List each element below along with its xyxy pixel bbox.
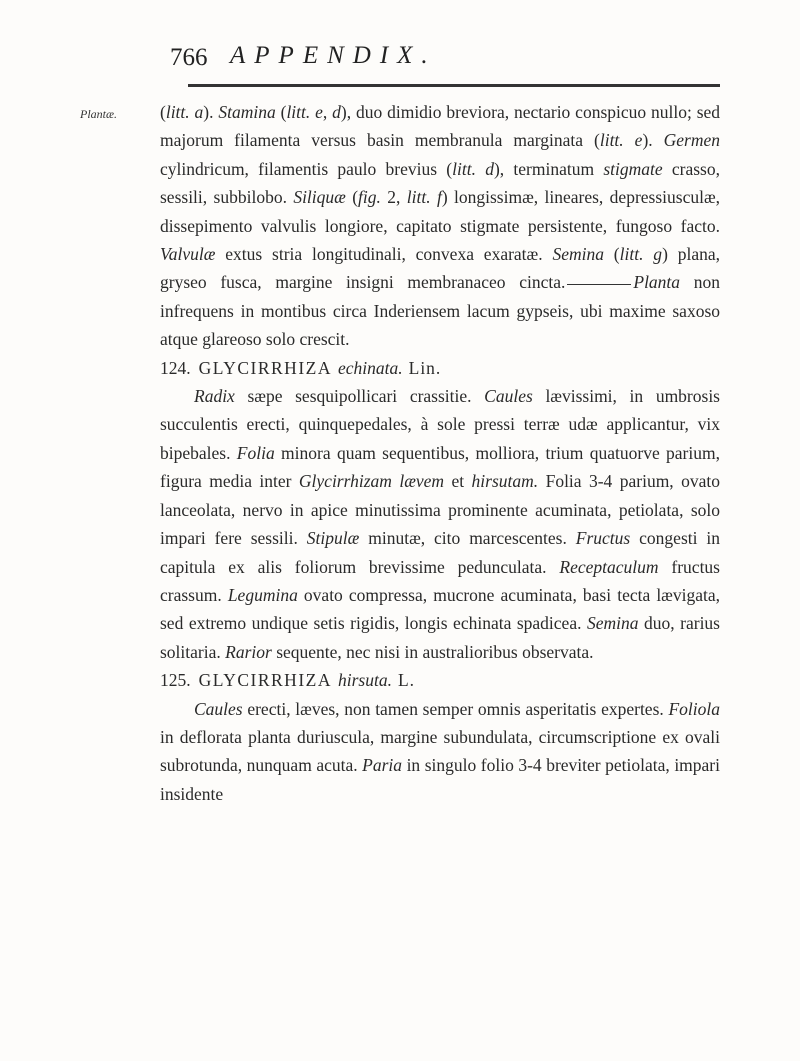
body-text — [160, 98, 720, 808]
text-run: , — [322, 102, 333, 122]
text-run-italic: fig. — [358, 187, 381, 208]
text-run: 2, — [380, 187, 407, 208]
entry-number: 124. — [160, 357, 191, 378]
text-run: cylindricum, filamentis paulo brevius ( — [160, 158, 453, 179]
species-reference: Glycirrhizam lævem — [298, 471, 445, 492]
running-head: APPENDIX. — [230, 42, 437, 69]
text-run: et — [444, 471, 472, 492]
text-run: fructus crassum. — [160, 556, 720, 605]
species-name: echinata. — [337, 357, 403, 378]
term-fructus: Fructus — [575, 528, 631, 549]
page-header — [160, 40, 720, 80]
text-run-italic: litt. e — [599, 130, 643, 151]
text-run: ), terminatum — [493, 158, 604, 179]
species-reference: hirsutam. — [471, 471, 539, 492]
text-run: Folia 3-4 parium, ovato lanceolata, nervo in apice minutissima prominente acuminata, petiolata, solo impari fere sessili. — [160, 471, 720, 549]
term-stigmate: stigmate — [603, 158, 663, 179]
author-abbrev: L. — [397, 670, 416, 691]
text-run: duo, rarius solitaria. — [160, 613, 720, 662]
term-paria: Paria — [362, 755, 403, 776]
text-run-italic: litt. a — [165, 102, 204, 122]
genus-name: GLYCIRRHIZA — [198, 670, 332, 691]
text-run: lævissimi, in umbrosis succulentis erecti, quinquepedales, à sole pressi terræ udæ applicantur, vix bipebales. — [160, 386, 720, 463]
text-run: ( — [345, 187, 359, 208]
term-legumina: Legumina — [227, 584, 298, 605]
paragraph-flower-description — [160, 98, 720, 354]
entry-heading-124 — [160, 354, 720, 382]
term-rarior: Rarior — [225, 641, 272, 662]
term-semina: Semina — [586, 613, 639, 634]
text-run: minora quam sequentibus, molliora, trium quatuorve parium, figura media inter — [160, 442, 720, 492]
text-run-italic: litt. g — [619, 244, 663, 265]
paragraph-echinata — [160, 382, 720, 666]
term-receptaculum: Receptaculum — [559, 556, 659, 577]
species-name: hirsuta. — [337, 670, 392, 691]
text-run: ( — [160, 102, 166, 122]
text-run: ( — [275, 102, 287, 122]
text-run-italic: litt. d — [452, 158, 494, 179]
text-run: minutæ, cito marcescentes. — [359, 528, 576, 549]
term-radix: Radix — [194, 386, 235, 407]
text-run-italic: d — [332, 102, 341, 122]
text-run: erecti, læves, non tamen semper omnis asperitatis expertes. — [242, 698, 669, 719]
text-run: ). — [642, 130, 664, 151]
term-stamina: Stamina — [218, 102, 276, 122]
text-run: in deflorata planta duriuscula, margine subundulata, circumscriptione ex ovali subrotunda, nunquam acuta. — [160, 726, 720, 776]
entry-heading-125 — [160, 666, 720, 694]
text-run: ) longissimæ, lineares, depressiusculæ, dissepimento valvulis longiore, capitato stigmate persistente, fungoso facto. — [160, 187, 721, 236]
term-folia: Folia — [236, 442, 275, 463]
term-planta: Planta — [633, 272, 681, 293]
header-rule — [188, 84, 720, 87]
text-run: ). — [203, 102, 219, 122]
text-run-italic: litt. e — [286, 102, 323, 122]
term-foliola: Foliola — [668, 698, 720, 719]
text-run: non infrequens in montibus circa Inderiensem lacum gypseis, ubi maxime saxoso atque glareoso solo crescit. — [160, 272, 720, 350]
term-semina: Semina — [552, 244, 604, 265]
term-valvulae: Valvulæ — [160, 244, 216, 265]
author-abbrev: Lin. — [408, 357, 442, 378]
term-germen: Germen — [663, 130, 721, 151]
text-run: sæpe sesquipollicari crassitie. — [234, 386, 485, 407]
text-run: ) plana, gryseo fusca, margine insigni membranaceo cincta. — [160, 244, 721, 293]
text-run: congesti in capitula ex alis foliorum brevissime pedunculata. — [160, 528, 721, 577]
text-run: ( — [603, 244, 620, 265]
em-dash-rule — [567, 284, 631, 285]
text-run: in singulo folio 3-4 breviter petiolata, impari insidente — [160, 755, 720, 804]
term-caules: Caules — [194, 698, 243, 719]
text-run: ovato compressa, mucrone acuminata, basi tecta lævigata, sed extremo undique setis rigidis, longis echinata spadicea. — [160, 584, 720, 634]
paragraph-hirsuta — [160, 695, 720, 809]
term-caules: Caules — [484, 386, 533, 407]
margin-note: Plantæ. — [80, 107, 118, 121]
text-run: extus stria longitudinali, convexa exaratæ. — [215, 244, 553, 265]
text-run-italic: litt. f — [406, 187, 442, 208]
text-run: crasso, sessili, subbilobo. — [160, 158, 720, 208]
term-siliquae: Siliquæ — [293, 187, 346, 208]
text-run: sequente, nec nisi in australioribus observata. — [271, 641, 594, 662]
entry-number: 125. — [160, 670, 191, 691]
term-stipulae: Stipulæ — [306, 528, 360, 549]
text-run: ), duo dimidio breviora, nectario conspicuo nullo; sed majorum filamenta versus basin membranula marginata ( — [160, 102, 721, 151]
genus-name: GLYCIRRHIZA — [198, 357, 332, 378]
page-number: 766 — [170, 44, 208, 71]
